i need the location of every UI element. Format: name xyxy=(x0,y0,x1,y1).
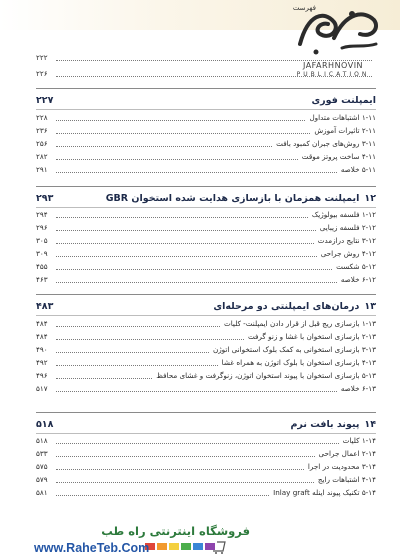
chapter-rule xyxy=(36,433,376,434)
toc-row-label: ۵-۱۱ خلاصه xyxy=(340,165,376,174)
chapter-rule xyxy=(36,207,376,208)
toc-row[interactable] xyxy=(36,138,376,150)
chapter-rule xyxy=(36,315,376,316)
toc-row[interactable] xyxy=(36,318,376,330)
chapter-title: درمان‌های ایمپلنتی دو مرحله‌ای xyxy=(213,300,360,312)
chapter-rule xyxy=(36,186,376,187)
toc-row-label: ۱-۱۱ اشتباهات متداول xyxy=(309,113,376,122)
toc-row-label: ۱-۱۳ بازسازی ریج قبل از قرار دادن ایمپلنت- کلیات xyxy=(223,319,376,328)
toc-row[interactable] xyxy=(36,448,376,460)
toc-row-page: ۳۰۵ xyxy=(36,236,48,245)
toc-row[interactable] xyxy=(36,112,376,124)
leader-dots xyxy=(56,442,339,444)
chapter-number: ۱۲ xyxy=(364,192,376,204)
chapter-rule xyxy=(36,294,376,295)
chapter-heading[interactable] xyxy=(36,92,376,108)
chapter-number: ۱۳ xyxy=(364,300,376,312)
toc-row[interactable] xyxy=(36,52,376,64)
chapter-number: ۱۴ xyxy=(364,418,376,430)
toc-row[interactable] xyxy=(36,331,376,343)
shop-url-watermark[interactable]: www.RaheTeb.Com xyxy=(34,541,150,555)
toc-row-page: ۲۸۲ xyxy=(36,152,48,161)
chapter-rule xyxy=(36,109,376,110)
toc-row[interactable] xyxy=(36,68,376,80)
leader-dots xyxy=(56,338,244,340)
chapter-title: ایمپلنت همزمان با بازسازی هدایت شده استخوان GBR xyxy=(105,192,360,204)
toc-row-page: ۲۲۲ xyxy=(36,53,48,62)
leader-dots xyxy=(56,119,305,121)
toc-row-page: ۴۹۲ xyxy=(36,358,48,367)
chapter-heading[interactable] xyxy=(36,298,376,314)
toc-row-page: ۲۲۸ xyxy=(36,113,48,122)
leader-dots xyxy=(56,268,332,270)
toc-row[interactable] xyxy=(36,125,376,137)
toc-row-label: ۲-۱۲ فلسفه زیبایی xyxy=(319,223,376,232)
cart-icon xyxy=(143,539,265,554)
leader-dots xyxy=(56,171,337,173)
logo-text: JAFARHNOVIN xyxy=(302,61,364,70)
toc-row-page: ۴۹۶ xyxy=(36,371,48,380)
leader-dots xyxy=(56,364,218,366)
toc-row-label: ۵-۱۳ بازسازی استخوان با پیوند استخوان اتوژن، زنوگرفت و غشای محافظ xyxy=(156,371,376,380)
toc-row-label: ۲-۱۱ تاثیرات آموزش xyxy=(314,126,376,135)
toc-row-label: ۵-۱۲ شکست xyxy=(336,262,376,271)
toc-row[interactable] xyxy=(36,261,376,273)
toc-row[interactable] xyxy=(36,164,376,176)
toc-row-label: ۳-۱۴ محدودیت در اجرا xyxy=(307,462,376,471)
toc-row-page: ۲۹۱ xyxy=(36,165,48,174)
leader-dots xyxy=(56,242,314,244)
leader-dots xyxy=(56,281,337,283)
toc-row-page: ۲۹۴ xyxy=(36,210,48,219)
toc-row[interactable] xyxy=(36,248,376,260)
toc-row-label: ۳-۱۲ نتایج درازمدت xyxy=(317,236,376,245)
chapter-rule xyxy=(36,88,376,89)
toc-row-label: ۱-۱۴ کلیات xyxy=(342,436,376,445)
toc-row-page: ۲۹۶ xyxy=(36,223,48,232)
leader-dots xyxy=(56,255,317,257)
chapter-page: ۲۲۷ xyxy=(36,94,54,106)
leader-dots xyxy=(56,132,310,134)
toc-row-page: ۲۳۶ xyxy=(36,126,48,135)
toc-row-page: ۵۸۱ xyxy=(36,488,48,497)
toc-row[interactable] xyxy=(36,344,376,356)
toc-row-page: ۵۷۵ xyxy=(36,462,48,471)
toc-row-label: ۴-۱۳ بازسازی استخوان با بلوک اتوژن به همراه غشا xyxy=(221,358,376,367)
leader-dots xyxy=(56,59,372,61)
toc-row-page: ۵۱۷ xyxy=(36,384,48,393)
toc-row-page: ۴۶۳ xyxy=(36,275,48,284)
toc-row-page: ۴۸۴ xyxy=(36,332,48,341)
toc-row-page: ۴۵۵ xyxy=(36,262,48,271)
toc-row-label: ۳-۱۱ روش‌های جبران کمبود بافت xyxy=(276,139,376,148)
toc-row-label: ۲-۱۳ بازسازی استخوان با غشا و زنو گرفت xyxy=(247,332,376,341)
leader-dots xyxy=(56,145,272,147)
toc-row-label: ۴-۱۴ اشتباهات رایج xyxy=(317,475,376,484)
toc-row-label: ۶-۱۲ خلاصه xyxy=(340,275,376,284)
leader-dots xyxy=(56,216,308,218)
toc-row-page: ۴۹۰ xyxy=(36,345,48,354)
leader-dots xyxy=(56,390,337,392)
toc-row-page: ۵۷۹ xyxy=(36,475,48,484)
leader-dots xyxy=(56,377,152,379)
leader-dots xyxy=(56,351,209,353)
chapter-page: ۲۹۳ xyxy=(36,192,54,204)
leader-dots xyxy=(56,455,315,457)
leader-dots xyxy=(56,494,269,496)
toc-row[interactable] xyxy=(36,274,376,286)
leader-dots xyxy=(56,325,220,327)
leader-dots xyxy=(56,468,304,470)
toc-row-page: ۳۰۹ xyxy=(36,249,48,258)
chapter-title: ایمپلنت فوری xyxy=(311,94,376,106)
toc-row-label: ۲-۱۴ اعمال جراحی xyxy=(318,449,376,458)
leader-dots xyxy=(56,229,316,231)
toc-row-label: ۵-۱۴ تکنیک پیوند اینله Inlay graft xyxy=(273,488,376,497)
toc-row-label: ۱-۱۲ فلسفه بیولوژیک xyxy=(311,210,376,219)
toc-row[interactable] xyxy=(36,222,376,234)
toc-row[interactable] xyxy=(36,474,376,486)
toc-row-label: ۴-۱۱ ساخت پروتز موقت xyxy=(301,152,376,161)
toc-row-page: ۵۱۸ xyxy=(36,436,48,445)
leader-dots xyxy=(56,481,314,483)
chapter-heading[interactable] xyxy=(36,190,376,206)
logo-subtext: PUBLICATION xyxy=(296,71,370,78)
toc-row-page: ۲۵۶ xyxy=(36,139,48,148)
toc-row-page: ۵۳۳ xyxy=(36,449,48,458)
toc-row[interactable] xyxy=(36,235,376,247)
toc-row-page: ۲۲۶ xyxy=(36,69,48,78)
toc-row-page: ۴۸۴ xyxy=(36,319,48,328)
chapter-title: پیوند بافت نرم xyxy=(290,418,360,430)
chapter-heading[interactable] xyxy=(36,416,376,432)
toc-row[interactable] xyxy=(36,209,376,221)
chapter-page: ۴۸۳ xyxy=(36,300,54,312)
leader-dots xyxy=(56,75,372,77)
toc-row-label: ۳-۱۳ بازسازی استخوانی به کمک بلوک استخوانی اتوژن xyxy=(212,345,376,354)
chapter-page: ۵۱۸ xyxy=(36,418,54,430)
leader-dots xyxy=(56,158,298,160)
toc-row-label: ۶-۱۳ خلاصه xyxy=(340,384,376,393)
toc-row[interactable] xyxy=(36,487,376,499)
toc-row[interactable] xyxy=(36,151,376,163)
shop-name-watermark: فروشگاه اینترنتی راه طب xyxy=(101,524,250,538)
toc-row[interactable] xyxy=(36,461,376,473)
toc-row[interactable] xyxy=(36,383,376,395)
toc-row-label: ۴-۱۲ روش جراحی xyxy=(320,249,376,258)
toc-row[interactable] xyxy=(36,370,376,382)
toc-row[interactable] xyxy=(36,435,376,447)
corner-label: فهرست xyxy=(292,4,316,12)
toc-row[interactable] xyxy=(36,357,376,369)
chapter-rule xyxy=(36,412,376,413)
